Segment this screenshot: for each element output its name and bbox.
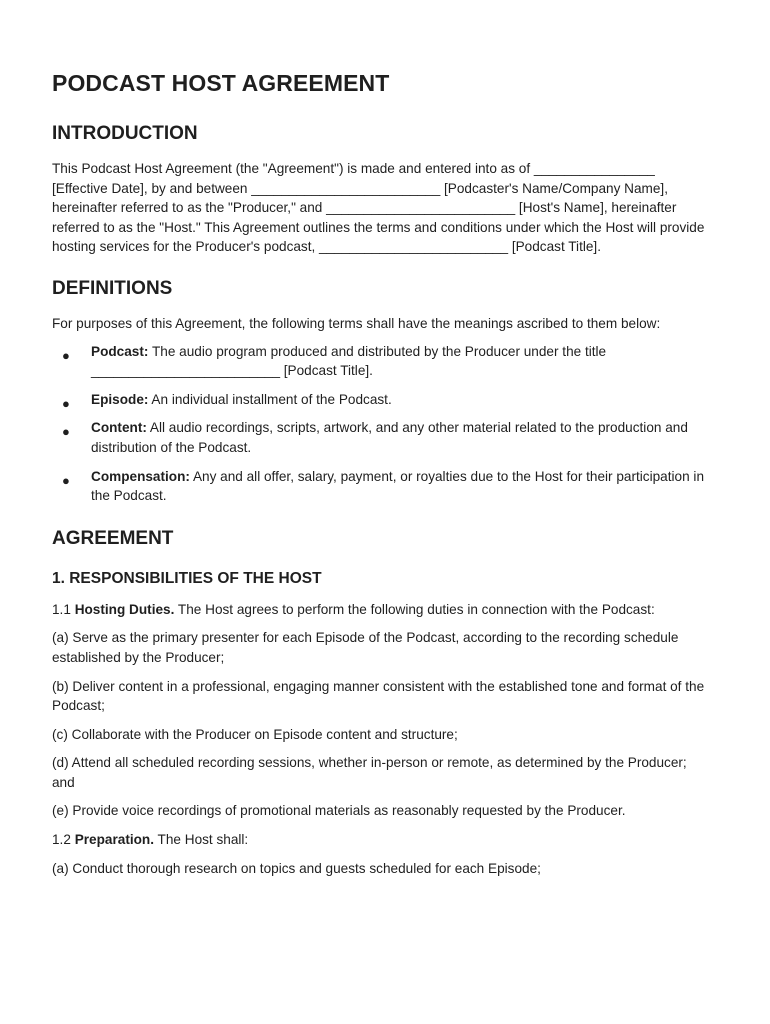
definition-text: The audio program produced and distributed by the Producer under the title _________________________ [Podcast Title]. [91,343,607,379]
bullet-icon: ● [62,347,70,363]
duty-b: (b) Deliver content in a professional, engaging manner consistent with the established tone and format of the Podcast; [52,678,705,714]
introduction-heading: INTRODUCTION [52,123,198,144]
definition-text: An individual installment of the Podcast. [148,391,392,407]
definition-term: Compensation: [91,468,190,484]
definition-text: All audio recordings, scripts, artwork, and any other material related to the production and distribution of the Podcast. [91,420,688,455]
definitions-heading: DEFINITIONS [52,277,173,299]
definition-item-episode [52,390,710,410]
clause-number: 1.2 [52,832,75,848]
bullet-icon: ● [62,472,70,488]
section-1-heading: 1. RESPONSIBILITIES OF THE HOST [52,569,322,587]
definitions-intro: For purposes of this Agreement, the following terms shall have the meanings ascribed to them below: [52,315,661,331]
clause-label: Hosting Duties. [74,601,175,617]
definition-term: Episode: [91,391,149,407]
agreement-heading: AGREEMENT [52,527,174,549]
definition-item-compensation [52,467,710,506]
duty-a: (a) Serve as the primary presenter for each Episode of the Podcast, according to the recording schedule established by the Producer; [52,630,679,665]
clause-label: Preparation. [74,832,155,848]
definition-item-content [52,418,710,457]
clause-text: The Host agrees to perform the following duties in connection with the Podcast: [174,601,655,617]
definition-term: Content: [91,420,147,436]
clause-1-2 [52,830,710,850]
definition-text: Any and all offer, salary, payment, or royalties due to the Host for their participation in the Podcast. [91,468,705,504]
prep-item-a: (a) Conduct thorough research on topics and guests scheduled for each Episode; [52,860,541,876]
bullet-icon: ● [62,395,70,411]
introduction-paragraph: This Podcast Host Agreement (the "Agreement") is made and entered into as of ________________ [Effective Date], by and between _________________________ [Podcaster's Name/Company Name], hereinafter referred to as the "Producer," and _________________________ [Host's Name], hereinafter referred to as the "Host." This Agreement outlines the terms and conditions under which the Host will provide hosting services for the Producer's podcast, _________________________ [Podcast Title]. [52,161,705,255]
duty-e: (e) Provide voice recordings of promotional materials as reasonably requested by the Producer. [52,803,626,819]
definition-term: Podcast: [91,343,149,359]
definition-item-podcast [52,342,710,381]
definitions-list [52,342,710,506]
document-title: PODCAST HOST AGREEMENT [52,70,390,96]
bullet-icon: ● [62,424,70,440]
duty-c: (c) Collaborate with the Producer on Episode content and structure; [52,726,458,742]
duty-d: (d) Attend all scheduled recording sessions, whether in-person or remote, as determined by the Producer; and [52,755,687,790]
clause-1-1 [52,600,710,620]
clause-text: The Host shall: [154,832,249,848]
clause-number: 1.1 [52,601,75,617]
